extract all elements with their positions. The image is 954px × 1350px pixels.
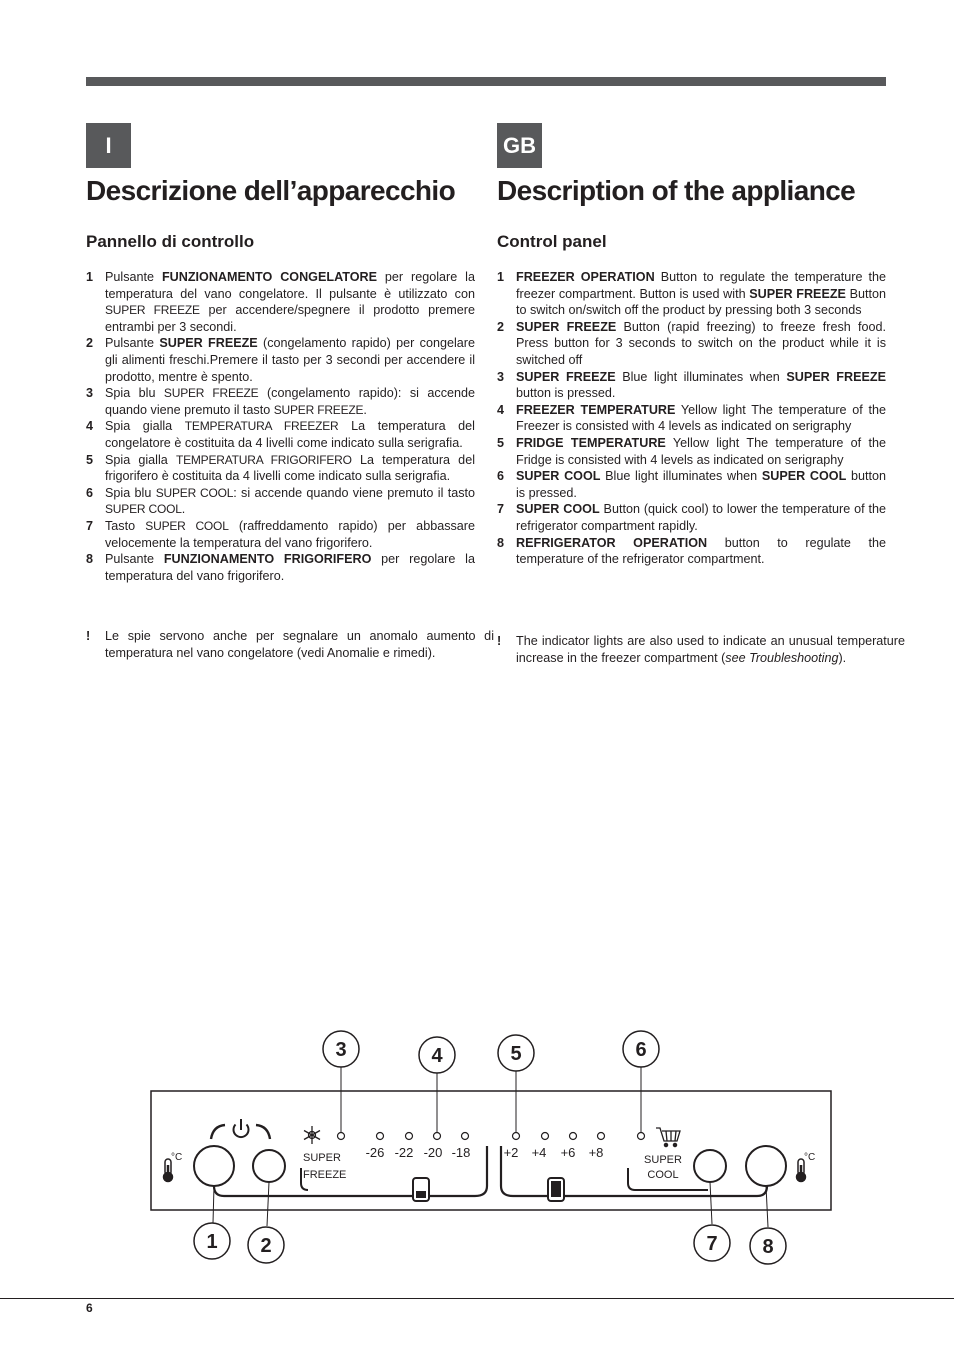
top-rule bbox=[86, 77, 886, 86]
freezer-level-light bbox=[377, 1133, 384, 1140]
item-number: 5 bbox=[86, 452, 94, 467]
super-cool-button[interactable] bbox=[694, 1150, 726, 1182]
freezer-level-label: -18 bbox=[451, 1145, 471, 1160]
item-text: Spia blu SUPER COOL: si accende quando viene premuto il tasto SUPER COOL. bbox=[105, 485, 476, 517]
fridge-level-light bbox=[598, 1133, 605, 1140]
item-number: 3 bbox=[497, 369, 505, 384]
subtitle-gb: Control panel bbox=[497, 232, 607, 251]
callout-number: 7 bbox=[706, 1233, 718, 1255]
item-text: SUPER COOL Button (quick cool) to lower the temperature of the refrigerator compartment rapidly. bbox=[516, 502, 886, 533]
item-number: 7 bbox=[86, 518, 94, 533]
callout-number: 5 bbox=[510, 1043, 522, 1065]
item-number: 2 bbox=[86, 336, 94, 351]
list-item bbox=[86, 518, 475, 551]
item-number: 6 bbox=[497, 469, 505, 484]
list-item bbox=[497, 501, 886, 534]
item-number: 5 bbox=[497, 435, 505, 450]
callout-number: 4 bbox=[431, 1045, 443, 1067]
item-number: 1 bbox=[86, 270, 94, 284]
freezer-level-light bbox=[434, 1133, 441, 1140]
item-text: SUPER FREEZE Button (rapid freezing) to freeze fresh food. Press button for 3 seconds to switch on the product while it is switched off bbox=[516, 319, 886, 367]
callout-number: 8 bbox=[762, 1236, 774, 1258]
language-flag-it: I bbox=[86, 123, 131, 168]
fridge-level-label: +4 bbox=[531, 1145, 547, 1160]
item-number: 4 bbox=[86, 419, 94, 434]
item-number: 3 bbox=[86, 386, 94, 401]
freezer-operation-button[interactable] bbox=[194, 1146, 234, 1186]
callout-number: 2 bbox=[260, 1235, 272, 1257]
super-freeze-label-line1: SUPER bbox=[303, 1152, 341, 1164]
fridge-level-label: +2 bbox=[503, 1145, 519, 1160]
item-text: FREEZER TEMPERATURE Yellow light The temperature of the Freezer is consisted with 4 levels as indicated on serigraphy bbox=[516, 402, 886, 434]
list-item bbox=[86, 551, 475, 584]
fridge-level-light bbox=[542, 1133, 549, 1140]
note-text-it: Le spie servono anche per segnalare un anomalo aumento di temperatura nel vano congelatore (vedi Anomalie e rimedi). bbox=[105, 629, 494, 660]
list-item bbox=[497, 435, 886, 468]
note-text-gb: The indicator lights are also used to indicate an unusual temperature increase in the freezer compartment ( bbox=[516, 634, 905, 665]
super-freeze-button[interactable] bbox=[253, 1150, 285, 1182]
note-link-gb: see Troubleshooting bbox=[725, 650, 839, 665]
item-number: 7 bbox=[497, 502, 505, 517]
item-text: SUPER COOL Blue light illuminates when SUPER COOL button is pressed. bbox=[516, 469, 886, 500]
callout-number: 1 bbox=[206, 1231, 218, 1253]
item-text: Spia gialla TEMPERATURA FRIGORIFERO La temperatura del frigorifero è costituita da 4 livelli come indicato sulla serigrafia. bbox=[105, 452, 475, 484]
item-text: Spia gialla TEMPERATURA FREEZER La temperatura del congelatore è costituita da 4 livelli come indicato sulla serigrafia. bbox=[105, 419, 475, 450]
fridge-level-label: +8 bbox=[588, 1145, 604, 1160]
super-cool-light bbox=[638, 1133, 645, 1140]
note-text-gb-end: ). bbox=[838, 650, 847, 665]
list-item bbox=[497, 402, 886, 435]
unit-label-right: °C bbox=[804, 1152, 816, 1163]
title-it: Descrizione dell’apparecchio bbox=[86, 175, 456, 206]
callout-number: 3 bbox=[335, 1039, 347, 1061]
list-item bbox=[497, 468, 886, 501]
panel-frame bbox=[151, 1091, 831, 1210]
list-item bbox=[86, 485, 475, 518]
note-gb bbox=[497, 633, 905, 666]
freezer-level-light bbox=[462, 1133, 469, 1140]
item-text: SUPER FREEZE Blue light illuminates when SUPER FREEZE button is pressed. bbox=[516, 369, 886, 401]
super-cool-label-line1: SUPER bbox=[644, 1154, 682, 1166]
item-text: Pulsante SUPER FREEZE (congelamento rapido) per congelare gli alimenti freschi.Premere il tasto per 3 secondi per accendere il prodotto, mentre è spento. bbox=[105, 336, 475, 384]
note-mark: ! bbox=[86, 629, 91, 643]
language-flag-gb: GB bbox=[497, 123, 542, 168]
item-number: 4 bbox=[497, 402, 505, 417]
list-item bbox=[86, 452, 475, 485]
item-text: FRIDGE TEMPERATURE Yellow light The temperature of the Fridge is consisted with 4 levels as indicated on serigraphy bbox=[516, 435, 886, 467]
fridge-level-light bbox=[570, 1133, 577, 1140]
item-number: 6 bbox=[86, 485, 94, 500]
title-gb: Description of the appliance bbox=[497, 175, 856, 206]
page-number: 6 bbox=[86, 1301, 93, 1315]
list-item bbox=[497, 269, 886, 319]
list-item bbox=[497, 369, 886, 402]
fridge-level-light bbox=[513, 1133, 520, 1140]
freezer-level-label: -26 bbox=[365, 1145, 385, 1160]
freezer-level-light bbox=[406, 1133, 413, 1140]
freezer-level-label: -20 bbox=[423, 1145, 443, 1160]
footer-rule bbox=[0, 1298, 954, 1299]
list-item bbox=[86, 385, 475, 418]
super-freeze-label-line2: FREEZE bbox=[303, 1169, 347, 1181]
item-list-gb bbox=[497, 269, 886, 568]
unit-label-left: °C bbox=[171, 1152, 183, 1163]
fridge-operation-button[interactable] bbox=[746, 1146, 786, 1186]
note-mark: ! bbox=[497, 634, 502, 648]
list-item bbox=[86, 418, 475, 451]
item-number: 8 bbox=[86, 552, 94, 567]
list-item bbox=[497, 319, 886, 369]
super-freeze-light bbox=[338, 1133, 345, 1140]
item-list-it bbox=[86, 269, 475, 584]
list-item bbox=[86, 335, 475, 385]
note-it bbox=[86, 628, 494, 661]
fridge-level-label: +6 bbox=[560, 1145, 576, 1160]
control-panel-diagram bbox=[0, 1030, 954, 1270]
item-number: 1 bbox=[497, 270, 505, 284]
freezer-level-label: -22 bbox=[394, 1145, 414, 1160]
item-text: REFRIGERATOR OPERATION button to regulate the temperature of the refrigerator compartment. bbox=[516, 535, 886, 567]
item-text: Pulsante FUNZIONAMENTO FRIGORIFERO per regolare la temperatura del vano frigorifero. bbox=[105, 552, 475, 583]
list-item bbox=[497, 535, 886, 568]
item-number: 2 bbox=[497, 319, 505, 334]
callout-number: 6 bbox=[635, 1039, 647, 1061]
freezer-compartment-icon bbox=[413, 1178, 429, 1201]
item-text: FREEZER OPERATION Button to regulate the temperature the freezer compartment. Button is used with SUPER FREEZE Button to switch on/switch off the product by pressing both 3 seconds bbox=[516, 270, 887, 318]
list-item bbox=[86, 269, 475, 335]
fridge-compartment-icon bbox=[548, 1178, 564, 1201]
super-cool-label-line2: COOL bbox=[647, 1169, 679, 1181]
item-text: Spia blu SUPER FREEZE (congelamento rapido): si accende quando viene premuto il tasto SUPER FREEZE. bbox=[105, 386, 476, 417]
item-number: 8 bbox=[497, 535, 505, 550]
item-text: Pulsante FUNZIONAMENTO CONGELATORE per regolare la temperatura del vano congelatore. Il pulsante è utilizzato con SUPER FREEZE per accendere/spegnere il prodotto premere entrambi per 3 secondi. bbox=[105, 270, 475, 334]
subtitle-it: Pannello di controllo bbox=[86, 232, 255, 251]
item-text: Tasto SUPER COOL (raffreddamento rapido) per abbassare velocemente la temperatura del vano frigorifero. bbox=[105, 518, 475, 550]
